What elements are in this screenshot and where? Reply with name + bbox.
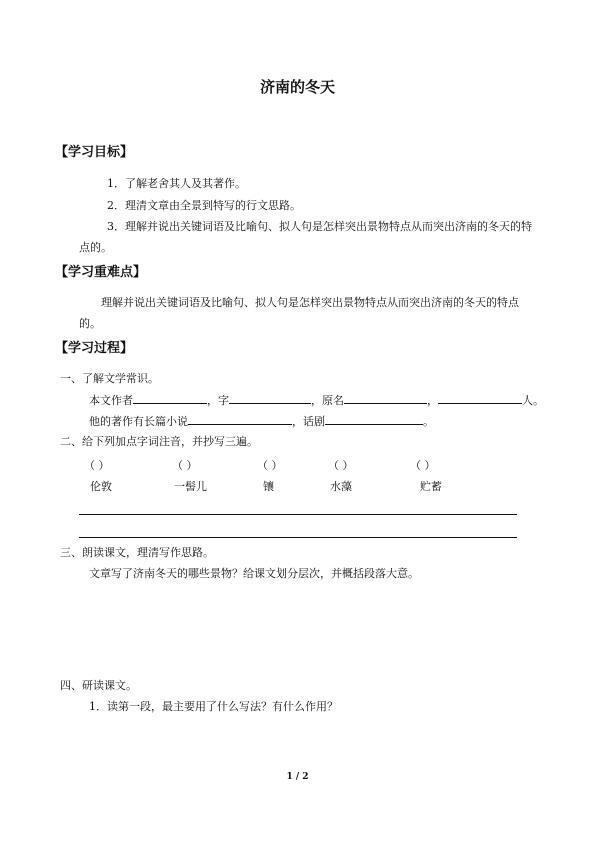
part1-line1 <box>89 393 544 408</box>
novel-blank[interactable] <box>188 414 292 425</box>
part1-line1-sep3: ， <box>427 394 438 407</box>
vocab-word-1: 伦敦 <box>90 480 112 493</box>
part1-line1-suffix: 人。 <box>522 394 544 407</box>
part1-title: 一、了解文学常识。 <box>60 372 159 385</box>
courtesy-name-blank[interactable] <box>229 393 311 404</box>
vocab-word-2: 一髻儿 <box>174 480 207 493</box>
part1-line2-sep1: ，话剧 <box>292 415 325 428</box>
part1-line1-prefix: 本文作者 <box>89 394 133 407</box>
pinyin-blank-2[interactable]: （ ） <box>172 459 198 472</box>
vocab-word-4: 水藻 <box>330 480 352 493</box>
part1-line2 <box>89 414 434 429</box>
part3-question: 文章写了济南冬天的哪些景物？给课文划分层次，并概括段落大意。 <box>89 567 419 580</box>
page-number: 1 / 2 <box>286 772 309 782</box>
section-heading-goals: 【学习目标】 <box>55 145 134 160</box>
part4-title: 四、研读课文。 <box>60 679 137 692</box>
original-name-blank[interactable] <box>344 393 427 404</box>
copy-writing-line-1[interactable] <box>79 514 517 515</box>
vocab-word-3: 镶 <box>263 480 274 493</box>
goal-item-2: 2．理清文章由全景到特写的行文思路。 <box>107 199 301 212</box>
hometown-blank[interactable] <box>438 393 522 404</box>
goal-item-3: 3．理解并说出关键词语及比喻句、拟人句是怎样突出景物特点从而突出济南的冬天的特 <box>107 220 532 233</box>
section-heading-process: 【学习过程】 <box>55 341 134 356</box>
drama-blank[interactable] <box>325 414 423 425</box>
key-points-line-2: 的。 <box>79 317 101 330</box>
document-title: 济南的冬天 <box>259 78 335 96</box>
pinyin-blank-3[interactable]: （ ） <box>257 459 283 472</box>
key-points-line-1: 理解并说出关键词语及比喻句、拟人句是怎样突出景物特点从而突出济南的冬天的特点 <box>101 296 519 309</box>
pinyin-blank-4[interactable]: （ ） <box>328 459 354 472</box>
part1-line1-sep1: ，字 <box>207 394 229 407</box>
goal-item-3-continued: 点的。 <box>79 241 112 254</box>
part4-question: 1．读第一段，最主要用了什么写法？有什么作用？ <box>89 700 338 713</box>
vocab-word-5: 贮蓄 <box>420 480 442 493</box>
part2-title: 二、给下列加点字词注音，并抄写三遍。 <box>60 435 258 448</box>
part1-line1-sep2: ，原名 <box>311 394 344 407</box>
pinyin-blank-1[interactable]: （ ） <box>84 459 110 472</box>
pinyin-blank-5[interactable]: （ ） <box>410 459 436 472</box>
section-heading-key-points: 【学习重难点】 <box>55 265 147 280</box>
part1-line2-prefix: 他的著作有长篇小说 <box>89 415 188 428</box>
part1-line2-suffix: 。 <box>423 415 434 428</box>
author-blank[interactable] <box>133 393 207 404</box>
goal-item-1: 1．了解老舍其人及其著作。 <box>107 177 246 190</box>
part3-title: 三、朗读课文，理清写作思路。 <box>60 546 214 559</box>
copy-writing-line-2[interactable] <box>79 537 517 538</box>
